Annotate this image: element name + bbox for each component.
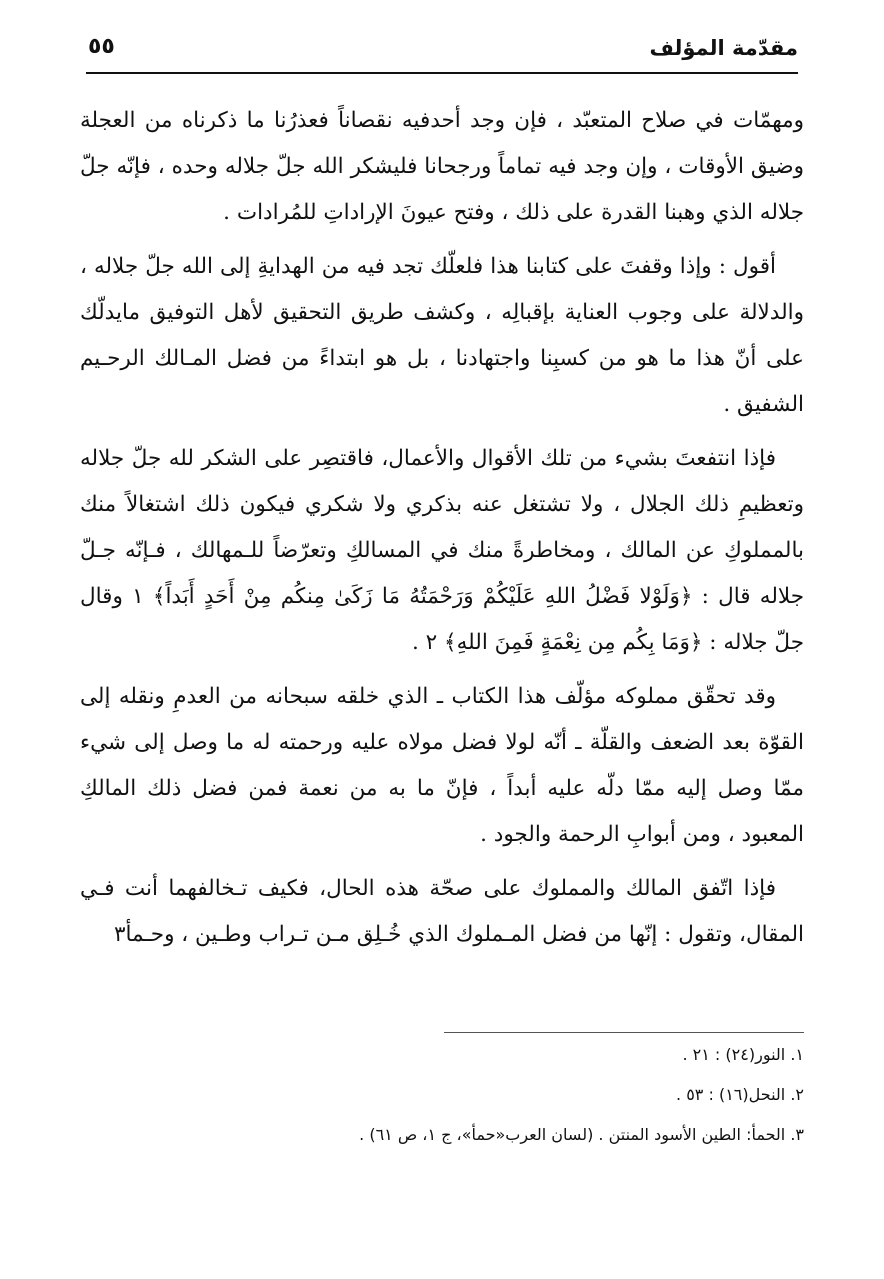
page-number: ٥٥: [88, 34, 115, 59]
running-title: مقدّمة المؤلف: [649, 36, 798, 60]
page-header: [86, 30, 798, 74]
paragraph: أقول : وإذا وقفتَ على كتابنا هذا فلعلّك تجد فيه من الهدايةِ إلى الله جلّ جلاله ، والدلالة على وجوب العناية بإقبالِه ، وكشف طريق التحقيق لأهل التوفيق مايدلّك على أنّ هذا ما هو من كسبِنا واجتهادنا ، بل هو ابتداءً من فضل المـالك الرحـيم الشفيق .: [80, 254, 804, 417]
footnote-rule: [444, 1032, 804, 1033]
header-rule: [86, 72, 798, 74]
paragraph: وقد تحقّق مملوكه مؤلّف هذا الكتاب ـ الذي خلقه سبحانه من العدمِ ونقله إلى القوّة بعد الضعف والقلّة ـ أنّه لولا فضل مولاه عليه ورحمته له ما وصل إلى شيء ممّا وصل إليه ممّا دلّه عليه أبداً ، فإنّ ما به من نعمة فمن فضل ذلك المالكِ المعبود ، ومن أبوابِ الرحمة والجود .: [80, 684, 804, 847]
footnotes: [300, 1035, 804, 1155]
footnote: ٢. النحل(١٦) : ٥٣ .: [676, 1085, 804, 1104]
main-text: [80, 98, 804, 966]
paragraph: فإذا انتفعتَ بشيء من تلك الأقوال والأعمال، فاقتصِر على الشكر لله جلّ جلاله وتعظيمِ ذلك الجلال ، ولا تشتغل عنه بذكري ولا شكري فيكون ذلك اشتغالاً منك بالمملوكِ عن المالك ، ومخاطرةً منك في المسالكِ وتعرّضاً للـمهالك ، فـإنّه جـلّ جلاله قال : ﴿وَلَوْلا فَضْلُ اللهِ عَلَيْكُمْ وَرَحْمَتُهُ مَا زَكَىٰ مِنكُم مِنْ أَحَدٍ أَبَداً﴾ ١ وقال جلّ جلاله : ﴿وَمَا بِكُم مِن نِعْمَةٍ فَمِنَ اللهِ﴾ ٢ .: [80, 446, 805, 655]
footnote: ١. النور(٢٤) : ٢١ .: [682, 1045, 804, 1064]
paragraph: فإذا اتّفق المالك والمملوك على صحّة هذه الحال، فكيف تـخالفهما أنت فـي المقال، وتقول : إنّها من فضل المـملوك الذي خُـلِق مـن تـراب وطـين ، وحـمأ٣: [80, 876, 804, 947]
footnote: ٣. الحمأ: الطين الأسود المنتن . (لسان العرب«حمأ»، ج ١، ص ٦١) .: [359, 1125, 804, 1144]
paragraph: ومهمّات في صلاح المتعبّد ، فإن وجد أحدفيه نقصاناً فعذرُنا ما ذكرناه من العجلة وضيق الأوقات ، وإن وجد فيه تماماً ورجحانا فليشكر الله جلّ جلاله وحده ، فإنّه جلّ جلاله الذي وهبنا القدرة على ذلك ، وفتح عيونَ الإراداتِ للمُرادات .: [80, 108, 804, 225]
